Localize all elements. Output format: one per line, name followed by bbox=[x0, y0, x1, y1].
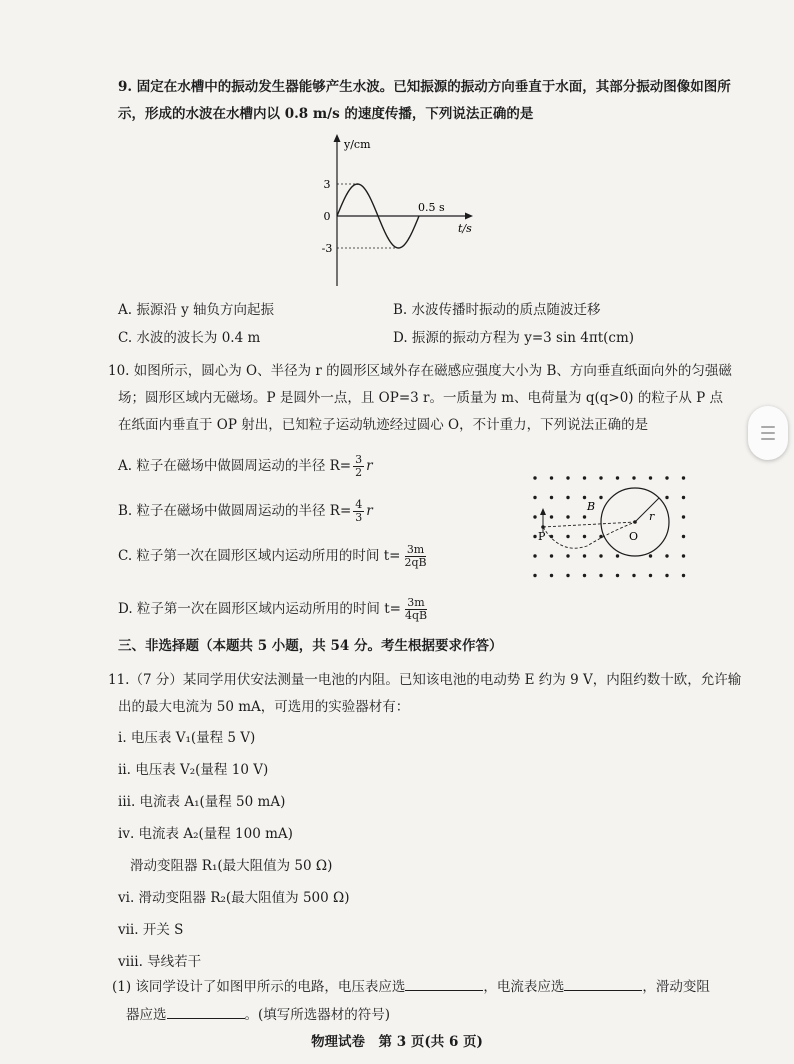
field-dot bbox=[550, 554, 553, 557]
field-dot bbox=[566, 535, 569, 538]
field-dot bbox=[533, 476, 536, 479]
field-dot bbox=[583, 554, 586, 557]
fraction-4-3: $\frac{4}{3}$ bbox=[355, 498, 363, 524]
q11-sub1-line1: (1) 该同学设计了如图甲所示的电路，电压表应选 ，电流表应选 ，滑动变阻 bbox=[112, 976, 710, 997]
field-dot bbox=[599, 535, 602, 538]
field-dot bbox=[632, 574, 635, 577]
field-dot bbox=[583, 476, 586, 479]
x-axis-arrow bbox=[465, 213, 473, 220]
field-dot bbox=[665, 554, 668, 557]
q11-item-1: ⅰ. 电压表 V₁(量程 5 V) bbox=[118, 730, 256, 746]
menu-icon bbox=[761, 426, 775, 428]
field-dot bbox=[616, 476, 619, 479]
q9-option-d: D. 振源的振动方程为 y=3 sin 4πt(cm) bbox=[393, 330, 635, 346]
field-dot bbox=[583, 515, 586, 518]
answer-blank-ammeter bbox=[564, 976, 642, 991]
field-dot bbox=[665, 496, 668, 499]
fraction-time-c: $\frac{3m}{2qB}$ bbox=[404, 543, 427, 569]
q10-line1: 10. 如图所示，圆心为 O、半径为 r 的圆形区域外存在磁感应强度大小为 B、方向垂直纸面向外的匀强磁 bbox=[108, 363, 732, 379]
field-dot bbox=[550, 476, 553, 479]
particle-trajectory bbox=[543, 522, 635, 548]
q11-line1: 11.（7 分）某同学用伏安法测量一电池的内阻。已知该电池的电动势 E 约为 9 V，内阻约数十欧，允许输 bbox=[108, 672, 742, 688]
q9-option-a: A. 振源沿 y 轴负方向起振 bbox=[118, 302, 275, 318]
point-o bbox=[633, 520, 637, 524]
field-dot bbox=[616, 554, 619, 557]
label-r: r bbox=[649, 510, 655, 523]
q11-sub1-line2: 器应选 。(填写所选器材的符号) bbox=[126, 1004, 390, 1025]
q11-item-7: ⅶ. 开关 S bbox=[118, 922, 184, 938]
field-dot bbox=[583, 496, 586, 499]
field-dot bbox=[682, 574, 685, 577]
q9-line1: 9. 固定在水槽中的振动发生器能够产生水波。已知振源的振动方向垂直于水面，其部分振动图像如图所 bbox=[118, 79, 731, 95]
field-dot bbox=[649, 574, 652, 577]
field-dot bbox=[599, 574, 602, 577]
field-dot bbox=[533, 554, 536, 557]
q10-option-c: C. 粒子第一次在圆形区域内运动所用的时间 t= $\frac{3m}{2qB}$ bbox=[118, 543, 427, 569]
q9-option-c: C. 水波的波长为 0.4 m bbox=[118, 330, 261, 346]
op-dashed-line bbox=[543, 522, 635, 527]
q9-line2: 示，形成的水波在水槽内以 0.8 m/s 的速度传播，下列说法正确的是 bbox=[118, 106, 534, 122]
field-dot bbox=[682, 496, 685, 499]
field-dot bbox=[550, 515, 553, 518]
field-dot bbox=[583, 535, 586, 538]
floating-menu-button[interactable] bbox=[748, 406, 788, 460]
q10-option-b: B. 粒子在磁场中做圆周运动的半径 R= $\frac{4}{3}$ r bbox=[118, 498, 373, 524]
y-tick-neg3: -3 bbox=[321, 242, 333, 255]
field-dot bbox=[566, 496, 569, 499]
q11-item-5: 滑动变阻器 R₁(最大阻值为 50 Ω) bbox=[130, 858, 333, 874]
q11-line2: 出的最大电流为 50 mA，可选用的实验器材有： bbox=[118, 699, 410, 715]
field-dot bbox=[665, 574, 668, 577]
q11-item-8: ⅷ. 导线若干 bbox=[118, 954, 202, 970]
field-dot bbox=[533, 535, 536, 538]
field-dot bbox=[599, 554, 602, 557]
y-tick-0: 0 bbox=[323, 210, 331, 223]
q11-item-6: ⅵ. 滑动变阻器 R₂(最大阻值为 500 Ω) bbox=[118, 890, 350, 906]
field-dot bbox=[566, 554, 569, 557]
field-dot bbox=[682, 554, 685, 557]
field-dot bbox=[649, 554, 652, 557]
field-dot bbox=[533, 574, 536, 577]
y-tick-3: 3 bbox=[323, 178, 331, 191]
radius-line bbox=[635, 498, 659, 522]
label-b: B bbox=[587, 500, 596, 513]
q11-item-3: ⅲ. 电流表 A₁(量程 50 mA) bbox=[118, 794, 286, 810]
field-dot bbox=[599, 496, 602, 499]
field-dot bbox=[632, 476, 635, 479]
label-p: P bbox=[538, 530, 546, 543]
field-dot bbox=[682, 535, 685, 538]
field-dot bbox=[533, 515, 536, 518]
answer-blank-rheostat bbox=[167, 1004, 245, 1019]
field-dot bbox=[682, 476, 685, 479]
field-dot bbox=[566, 515, 569, 518]
field-dot bbox=[649, 476, 652, 479]
field-dot bbox=[583, 574, 586, 577]
field-dot bbox=[665, 476, 668, 479]
section3-heading: 三、非选择题（本题共 5 小题，共 54 分。考生根据要求作答） bbox=[118, 638, 503, 654]
field-dot bbox=[682, 515, 685, 518]
point-p bbox=[541, 525, 545, 529]
q10-line3: 在纸面内垂直于 OP 射出，已知粒子运动轨迹经过圆心 O，不计重力，下列说法正确的是 bbox=[118, 417, 649, 433]
field-dots bbox=[533, 476, 685, 577]
q9-option-b: B. 水波传播时振动的质点随波迁移 bbox=[393, 302, 601, 318]
field-dot bbox=[533, 496, 536, 499]
field-dot bbox=[550, 574, 553, 577]
y-axis-label: y/cm bbox=[344, 138, 371, 151]
answer-blank-voltmeter bbox=[405, 976, 483, 991]
label-o: O bbox=[629, 530, 639, 543]
field-dot bbox=[616, 574, 619, 577]
velocity-arrowhead bbox=[540, 508, 546, 515]
fraction-3-2: $\frac{3}{2}$ bbox=[355, 453, 363, 479]
x-tick-label: 0.5 s bbox=[418, 201, 445, 214]
fraction-time-d: $\frac{3m}{4qB}$ bbox=[404, 596, 428, 622]
y-axis-arrow bbox=[334, 134, 341, 142]
magnetic-field-figure bbox=[525, 470, 695, 585]
vibration-graph bbox=[300, 128, 500, 298]
q10-line2: 场；圆形区域内无磁场。P 是圆外一点，且 OP=3 r。一质量为 m、电荷量为 q(q>0) 的粒子从 P 点 bbox=[118, 390, 724, 406]
q11-item-4: ⅳ. 电流表 A₂(量程 100 mA) bbox=[118, 826, 293, 842]
q10-option-a: A. 粒子在磁场中做圆周运动的半径 R= $\frac{3}{2}$ r bbox=[118, 453, 373, 479]
field-dot bbox=[599, 476, 602, 479]
x-axis-label: t/s bbox=[458, 222, 472, 235]
page-footer: 物理试卷 第 3 页(共 6 页) bbox=[311, 1034, 483, 1050]
q10-option-d: D. 粒子第一次在圆形区域内运动所用的时间 t= $\frac{3m}{4qB}$ bbox=[118, 596, 428, 622]
field-dot bbox=[566, 574, 569, 577]
field-dot bbox=[550, 496, 553, 499]
q11-item-2: ⅱ. 电压表 V₂(量程 10 V) bbox=[118, 762, 269, 778]
field-dot bbox=[566, 476, 569, 479]
